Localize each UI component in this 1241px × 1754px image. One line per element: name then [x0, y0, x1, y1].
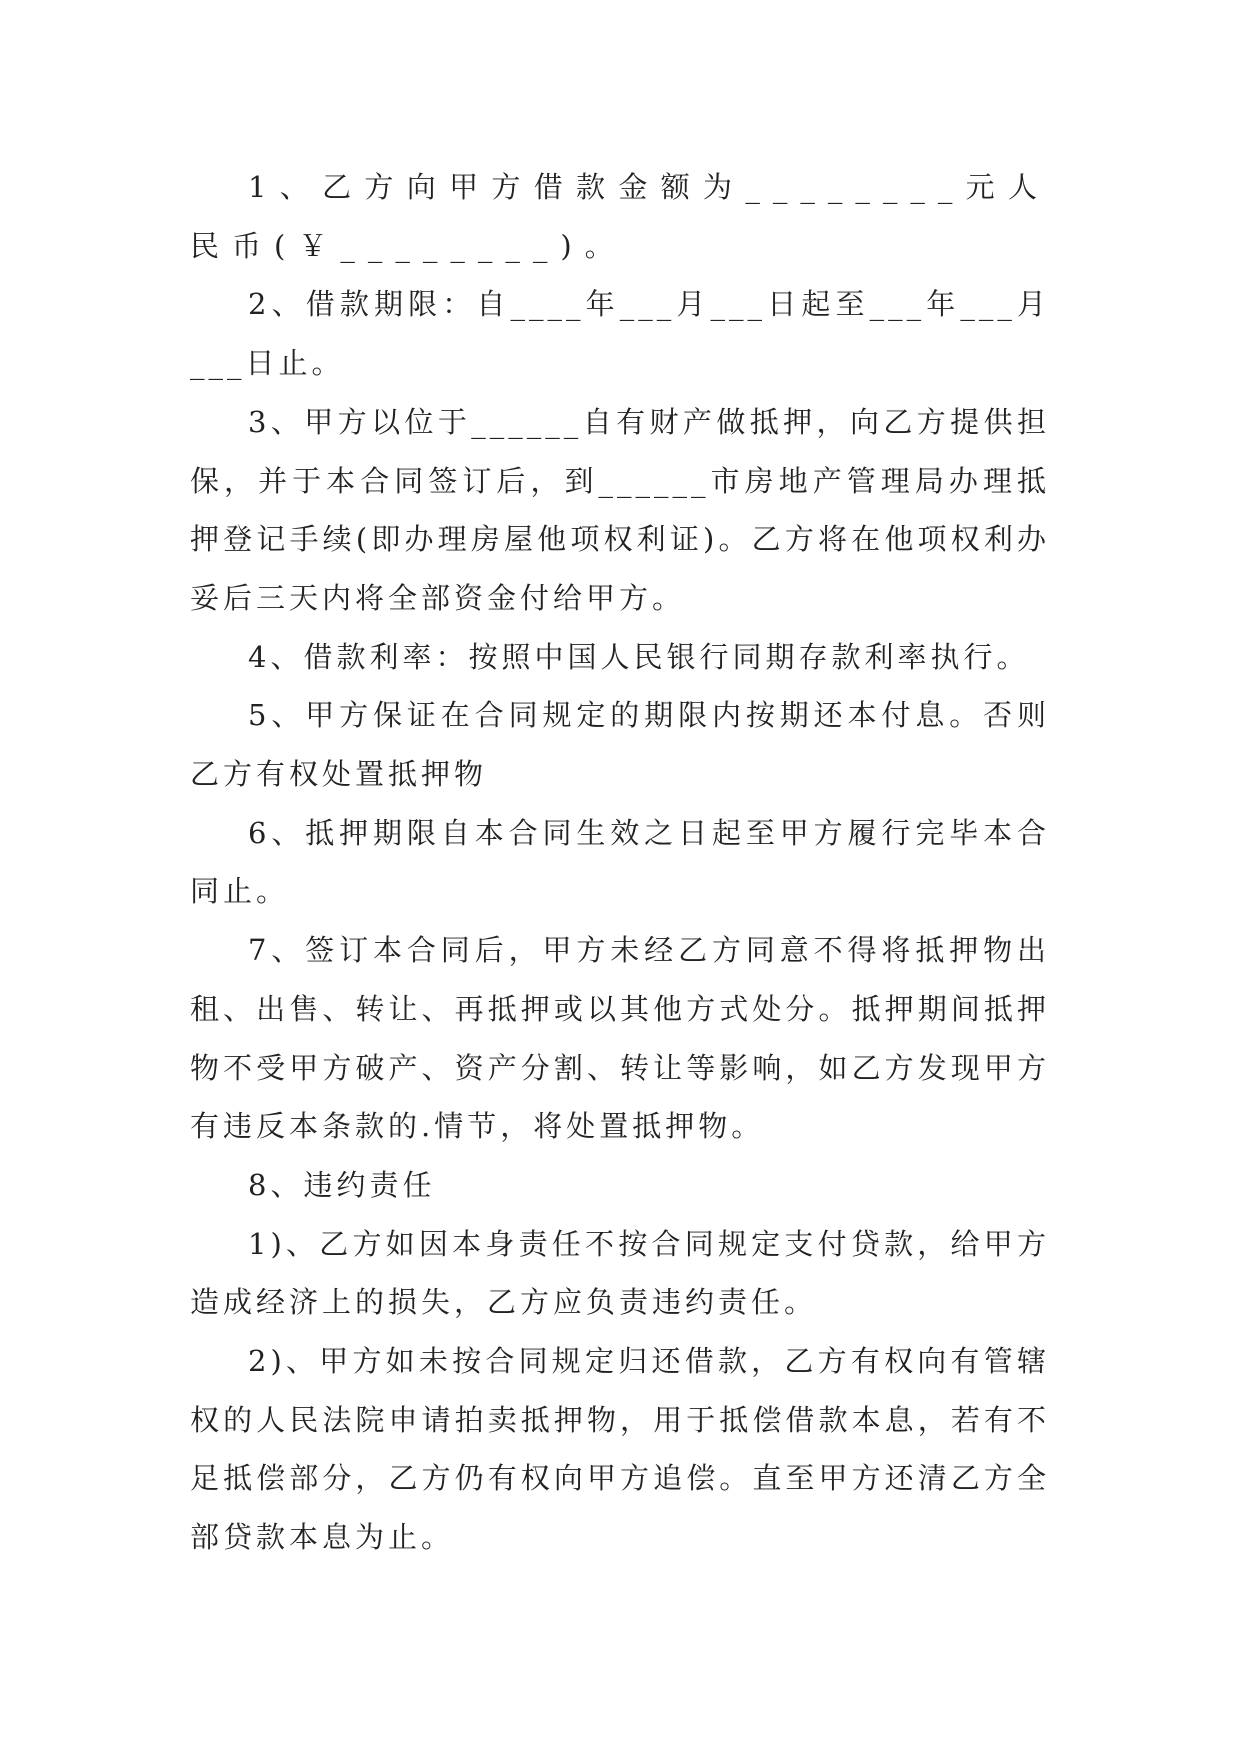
clause-5-repayment: 5、甲方保证在合同规定的期限内按期还本付息。否则乙方有权处置抵押物: [190, 698, 1050, 792]
document-body: [190, 158, 1050, 1567]
clause-8-2-borrower-liability: 2)、甲方如未按合同规定归还借款，乙方有权向有管辖权的人民法院申请拍卖抵押物，用于抵偿借款本息，若有不足抵偿部分，乙方仍有权向甲方追偿。直至甲方还清乙方全部贷款本息为止。: [190, 1344, 1050, 1555]
clause-2-loan-term: 2、借款期限：自____年___月___日起至___年___月___日止。: [190, 287, 1050, 381]
clause-8-1-lender-liability: 1)、乙方如因本身责任不按合同规定支付贷款，给甲方造成经济上的损失，乙方应负责违约责任。: [190, 1226, 1050, 1320]
clause-3-mortgage: 3、甲方以位于______自有财产做抵押，向乙方提供担保，并于本合同签订后，到______市房地产管理局办理抵押登记手续(即办理房屋他项权利证)。乙方将在他项权利办妥后三天内将全部资金付给甲方。: [190, 404, 1050, 615]
clause-4-interest-rate: 4、借款利率：按照中国人民银行同期存款利率执行。: [248, 639, 1030, 674]
clause-1-loan-amount: 1、乙方向甲方借款金额为________元人民币(￥________)。: [190, 170, 1050, 263]
clause-7-restrictions: 7、签订本合同后，甲方未经乙方同意不得将抵押物出租、出售、转让、再抵押或以其他方式处分。抵押期间抵押物不受甲方破产、资产分割、转让等影响，如乙方发现甲方有违反本条款的.情节，将处置抵押物。: [190, 933, 1050, 1144]
clause-8-liability-heading: 8、违约责任: [248, 1167, 436, 1202]
clause-6-mortgage-period: 6、抵押期限自本合同生效之日起至甲方履行完毕本合同止。: [190, 815, 1050, 909]
